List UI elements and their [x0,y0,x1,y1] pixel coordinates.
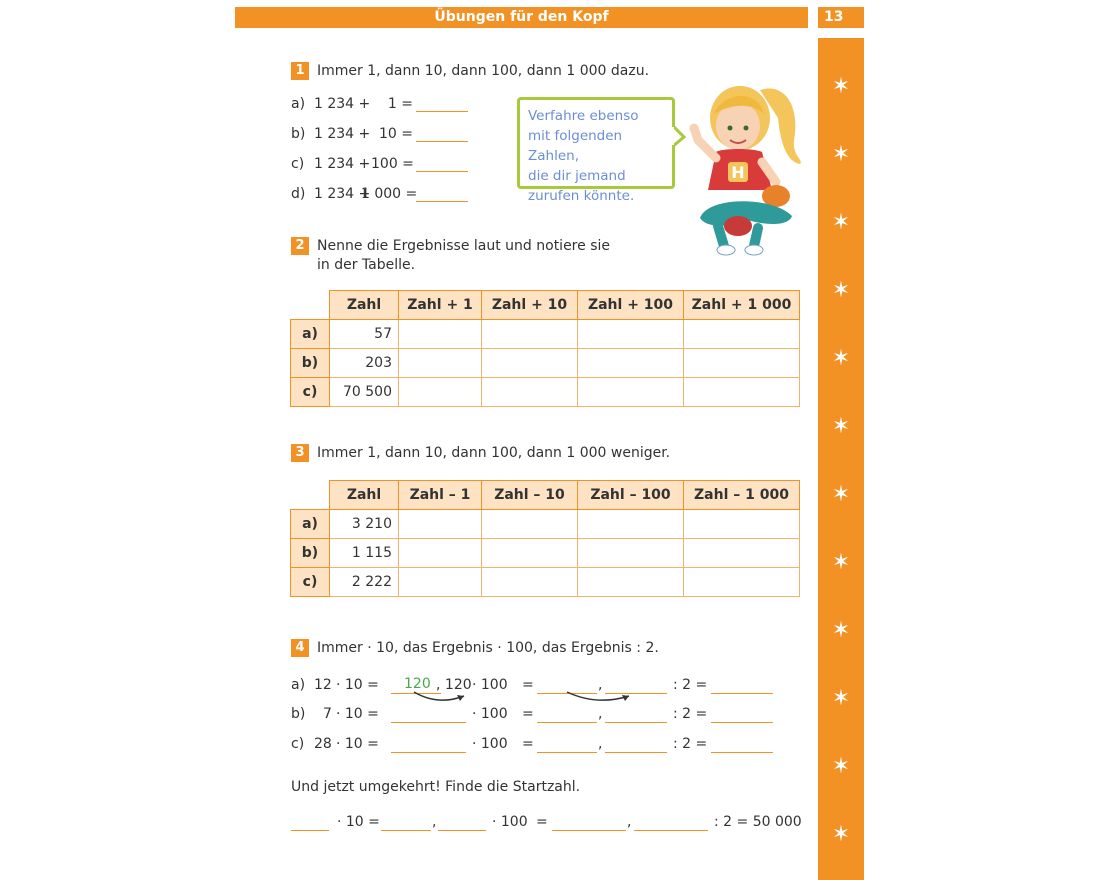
star-icon: ✶ [831,74,851,99]
task-number-2: 2 [291,237,309,255]
answer-blank[interactable] [291,816,329,831]
star-icon: ✶ [831,618,851,643]
answer-cell[interactable] [684,378,800,407]
answer-cell[interactable] [482,349,578,378]
table-row: b) 1 115 [291,539,800,568]
answer-blank[interactable] [391,738,466,753]
table-header: Zahl – 1 000 [684,481,800,510]
girl-illustration-icon [688,78,808,256]
table-header: Zahl + 10 [482,291,578,320]
speech-bubble: Verfahre ebenso mit folgenden Zahlen, die dir jemand zurufen könnte. [517,97,675,189]
answer-cell[interactable] [578,510,684,539]
answer-cell[interactable] [578,539,684,568]
table-header: Zahl – 100 [578,481,684,510]
table-header: Zahl + 1 000 [684,291,800,320]
answer-blank[interactable] [552,816,626,831]
answer-cell[interactable] [399,349,482,378]
answer-blank[interactable] [711,708,773,723]
table-row: a) 57 [291,320,800,349]
answer-blank[interactable] [416,127,468,142]
table-row: c) 2 222 [291,568,800,597]
answer-cell[interactable] [684,568,800,597]
page-number: 13 [818,7,864,28]
answer-blank[interactable] [416,157,468,172]
table-header: Zahl – 10 [482,481,578,510]
table-header: Zahl [330,291,399,320]
speech-bubble-tail-icon [672,125,686,149]
task-number-1: 1 [291,62,309,80]
arrow-icon [410,690,470,706]
table-row: b) 203 [291,349,800,378]
table-header: Zahl – 1 [399,481,482,510]
answer-blank[interactable] [537,708,597,723]
star-icon: ✶ [831,142,851,167]
answer-blank[interactable] [416,187,468,202]
answer-cell[interactable] [684,349,800,378]
example-answer: 120 [404,676,431,692]
answer-cell[interactable] [399,510,482,539]
star-icon: ✶ [831,414,851,439]
task-number-4: 4 [291,639,309,657]
task-4-row-b: b) 7 · 10 = · 100 = , : 2 = [291,706,791,728]
answer-cell[interactable] [399,320,482,349]
star-icon: ✶ [831,482,851,507]
answer-cell[interactable] [399,568,482,597]
answer-blank[interactable] [711,738,773,753]
task-2-instruction-line2: in der Tabelle. [317,257,416,273]
task-2-table [290,290,800,407]
star-icon: ✶ [831,278,851,303]
task-1-instruction: Immer 1, dann 10, dann 100, dann 1 000 dazu. [317,63,650,79]
table-header: Zahl [330,481,399,510]
answer-cell[interactable] [578,320,684,349]
task-4-row-a: a) 12 · 10 = 120 , 120 · 100 = , : 2 = [291,677,791,699]
answer-cell[interactable] [684,539,800,568]
answer-blank[interactable] [605,738,667,753]
answer-cell[interactable] [578,378,684,407]
answer-blank[interactable] [605,708,667,723]
table-header: Zahl + 1 [399,291,482,320]
arrow-icon [563,690,635,706]
star-icon: ✶ [831,822,851,847]
task-1-row-a: a) 1 234 + 1 = [291,95,305,113]
reverse-instruction: Und jetzt umgekehrt! Finde die Startzahl. [291,779,581,795]
answer-cell[interactable] [684,320,800,349]
answer-blank[interactable] [391,708,466,723]
task-3-table [290,480,800,597]
answer-blank[interactable] [416,97,468,112]
task-1-row-b: b) 1 234 + 10 = [291,125,305,143]
task-2-instruction-line1: Nenne die Ergebnisse laut und notiere sie [317,238,610,254]
answer-cell[interactable] [482,320,578,349]
task-4-row-c: c) 28 · 10 = · 100 = , : 2 = [291,736,791,758]
table-row: a) 3 210 [291,510,800,539]
reverse-row: · 10 = , · 100 = , : 2 = 50 000 [291,814,801,836]
answer-blank[interactable] [711,679,773,694]
task-number-3: 3 [291,444,309,462]
answer-cell[interactable] [399,539,482,568]
star-icon: ✶ [831,346,851,371]
task-1-row-c: c) 1 234 + 100 = [291,155,304,173]
task-1-row-d: d) 1 234 + 1 000 = [291,185,305,203]
answer-cell[interactable] [482,510,578,539]
answer-cell[interactable] [482,378,578,407]
answer-cell[interactable] [482,539,578,568]
task-4-instruction: Immer · 10, das Ergebnis · 100, das Ergebnis : 2. [317,640,659,656]
answer-cell[interactable] [684,510,800,539]
answer-blank[interactable] [438,816,486,831]
answer-cell[interactable] [399,378,482,407]
star-icon: ✶ [831,754,851,779]
task-3-instruction: Immer 1, dann 10, dann 100, dann 1 000 weniger. [317,445,671,461]
answer-cell[interactable] [578,349,684,378]
answer-blank[interactable] [634,816,708,831]
star-icon: ✶ [831,550,851,575]
table-header: Zahl + 100 [578,291,684,320]
star-icon: ✶ [831,210,851,235]
chapter-title: Übungen für den Kopf [235,7,808,28]
decorative-side-stripe [818,38,864,880]
answer-blank[interactable] [381,816,431,831]
star-icon: ✶ [831,686,851,711]
answer-cell[interactable] [578,568,684,597]
svg-text:H: H [731,163,745,182]
table-row: c) 70 500 [291,378,800,407]
answer-blank[interactable] [537,738,597,753]
answer-cell[interactable] [482,568,578,597]
